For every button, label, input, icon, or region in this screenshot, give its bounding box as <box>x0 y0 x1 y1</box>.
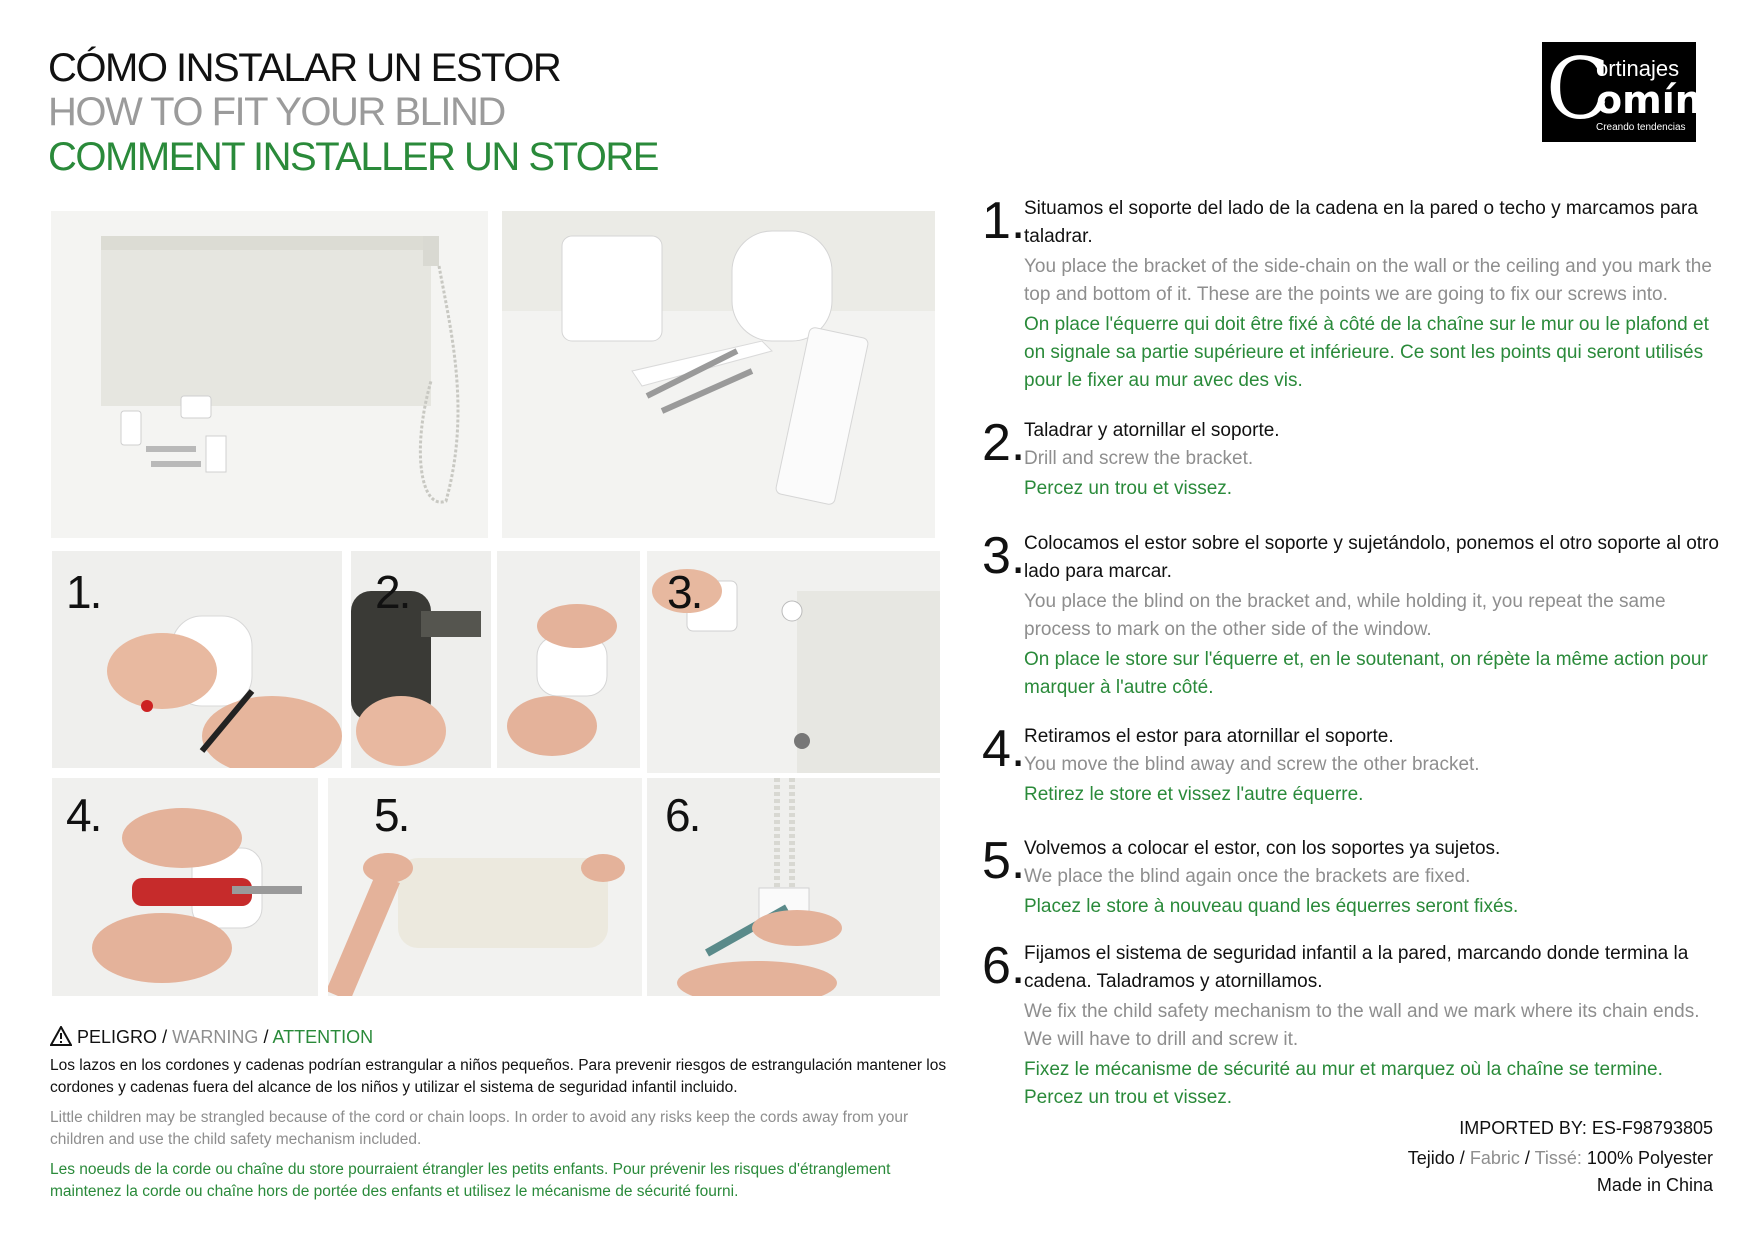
photo-step-2a <box>351 551 491 768</box>
fabric-label-fr: Tissé: <box>1534 1148 1582 1168</box>
warning-text-en: Little children may be strangled because of the cord or chain loops. In order to avoid any risks keep the cords away from your children and use the child safety mechanism included. <box>50 1109 909 1148</box>
brand-logo <box>1542 40 1702 142</box>
fabric-separator: / <box>1524 1148 1530 1168</box>
step-2 <box>982 414 1724 503</box>
step-4 <box>982 720 1724 809</box>
step-text-en: We fix the child safety mechanism to the wall and we mark where its chain ends. We will have to drill and screw it. <box>1024 1001 1700 1050</box>
warning-separator: / <box>263 1027 269 1047</box>
logo-tagline: Creando tendencias <box>1596 122 1686 133</box>
warning-text-fr: Les noeuds de la corde ou chaîne du store pourraient étrangler les petits enfants. Pour prévenir les risques d'étranglement maintenez la corde ou chaîne hors de portée des enfants et utilisez le mécanisme de sécurité fourni. <box>50 1161 891 1200</box>
photo-step-4 <box>52 778 318 996</box>
step-number: 4. <box>982 720 1026 778</box>
step-text-es: Taladrar y atornillar el soporte. <box>1024 420 1280 441</box>
step-3 <box>982 527 1724 702</box>
step-text-es: Fijamos el sistema de seguridad infantil a la pared, marcando donde termina la cadena. Taladramos y atornillamos. <box>1024 943 1689 992</box>
fabric-info <box>1408 1148 1713 1169</box>
step-text-es: Colocamos el estor sobre el soporte y sujetándolo, ponemos el otro soporte al otro lado para marcar. <box>1024 533 1719 582</box>
warning-triangle-icon <box>50 1026 72 1046</box>
step-5 <box>982 832 1724 921</box>
step-1 <box>982 192 1724 395</box>
blind-kit-illustration <box>51 211 488 538</box>
title-english: HOW TO FIT YOUR BLIND <box>48 90 505 134</box>
fabric-value: 100% Polyester <box>1586 1148 1713 1168</box>
step-text-fr: Retirez le store et vissez l'autre équerre. <box>1024 784 1364 805</box>
step-6 <box>982 937 1724 1112</box>
logo-line2: omín <box>1596 78 1702 122</box>
drill-illustration <box>351 551 491 768</box>
warning-section <box>50 1025 950 1203</box>
step-text-es: Situamos el soporte del lado de la cadena en la pared o techo y marcamos para taladrar. <box>1024 198 1698 247</box>
warning-separator: / <box>162 1027 168 1047</box>
step-text-en: You place the bracket of the side-chain on the wall or the ceiling and you mark the top and bottom of it. These are the points we are going to fix our screws into. <box>1024 256 1712 305</box>
origin-info: Made in China <box>1596 1175 1713 1195</box>
step-text-en: You move the blind away and screw the other bracket. <box>1024 754 1480 775</box>
warning-label-es: PELIGRO <box>77 1027 158 1047</box>
photo-step-1 <box>52 551 342 768</box>
logo-line1: ortinajes <box>1596 56 1680 81</box>
step-number: 6. <box>982 937 1026 995</box>
step-text-fr: Fixez le mécanisme de sécurité au mur et marquez où la chaîne se termine. Percez un trou et vissez. <box>1024 1059 1663 1108</box>
step-number: 1. <box>982 192 1026 250</box>
photo-step-5-label: 5. <box>374 789 409 841</box>
photo-step-3 <box>647 551 940 773</box>
step-text-es: Retiramos el estor para atornillar el soporte. <box>1024 726 1394 747</box>
photo-step-6-label: 6. <box>665 789 700 841</box>
photo-step-6 <box>647 778 940 996</box>
step-number: 3. <box>982 527 1026 585</box>
photo-blind-kit <box>51 211 488 538</box>
warning-label-fr: ATTENTION <box>272 1027 374 1047</box>
fabric-label-es: Tejido <box>1407 1148 1455 1168</box>
step-text-fr: Percez un trou et vissez. <box>1024 478 1233 499</box>
step-text-fr: Placez le store à nouveau quand les équerres seront fixés. <box>1024 896 1519 917</box>
step-text-en: Drill and screw the bracket. <box>1024 448 1254 469</box>
step-number: 2. <box>982 414 1026 472</box>
photo-step-2-label: 2. <box>375 566 410 618</box>
title-french: COMMENT INSTALLER UN STORE <box>48 135 658 179</box>
photo-step-4-label: 4. <box>66 789 101 841</box>
step-text-fr: On place le store sur l'équerre et, en le soutenant, on répète la même action pour marquer à l'autre côté. <box>1024 649 1708 698</box>
photo-step-5 <box>328 778 642 996</box>
step-text-en: We place the blind again once the brackets are fixed. <box>1024 866 1471 887</box>
warning-heading <box>50 1025 950 1049</box>
warning-label-en: WARNING <box>172 1027 259 1047</box>
photo-step-2b <box>497 551 640 768</box>
photo-step-1-label: 1. <box>66 566 101 618</box>
photo-step-3-label: 3. <box>667 566 702 618</box>
logo-initial: C <box>1546 40 1611 138</box>
title-spanish: CÓMO INSTALAR UN ESTOR <box>48 46 561 90</box>
warning-text-es: Los lazos en los cordones y cadenas podrían estrangular a niños pequeños. Para prevenir riesgos de estrangulación mantener los cordones y cadenas fuera del alcance de los niños y utilizar el sistema de seguridad infantil incluido. <box>50 1057 947 1096</box>
step-number: 5. <box>982 832 1026 890</box>
fabric-label-en: Fabric <box>1469 1148 1520 1168</box>
step-2b-illustration <box>497 551 640 768</box>
fabric-separator: / <box>1459 1148 1465 1168</box>
importer-info: IMPORTED BY: ES-F98793805 <box>1459 1118 1713 1138</box>
step-text-es: Volvemos a colocar el estor, con los soportes ya sujetos. <box>1024 838 1501 859</box>
photo-brackets <box>502 211 935 538</box>
brackets-illustration <box>502 211 935 538</box>
step-text-fr: On place l'équerre qui doit être fixé à côté de la chaîne sur le mur ou le plafond et on signale sa partie supérieure et inférieure. Ce sont les points qui seront utilisés pour le fixer au mur avec des vis. <box>1024 314 1709 391</box>
step-text-en: You place the blind on the bracket and, while holding it, you repeat the same process to mark on the other side of the window. <box>1024 591 1666 640</box>
